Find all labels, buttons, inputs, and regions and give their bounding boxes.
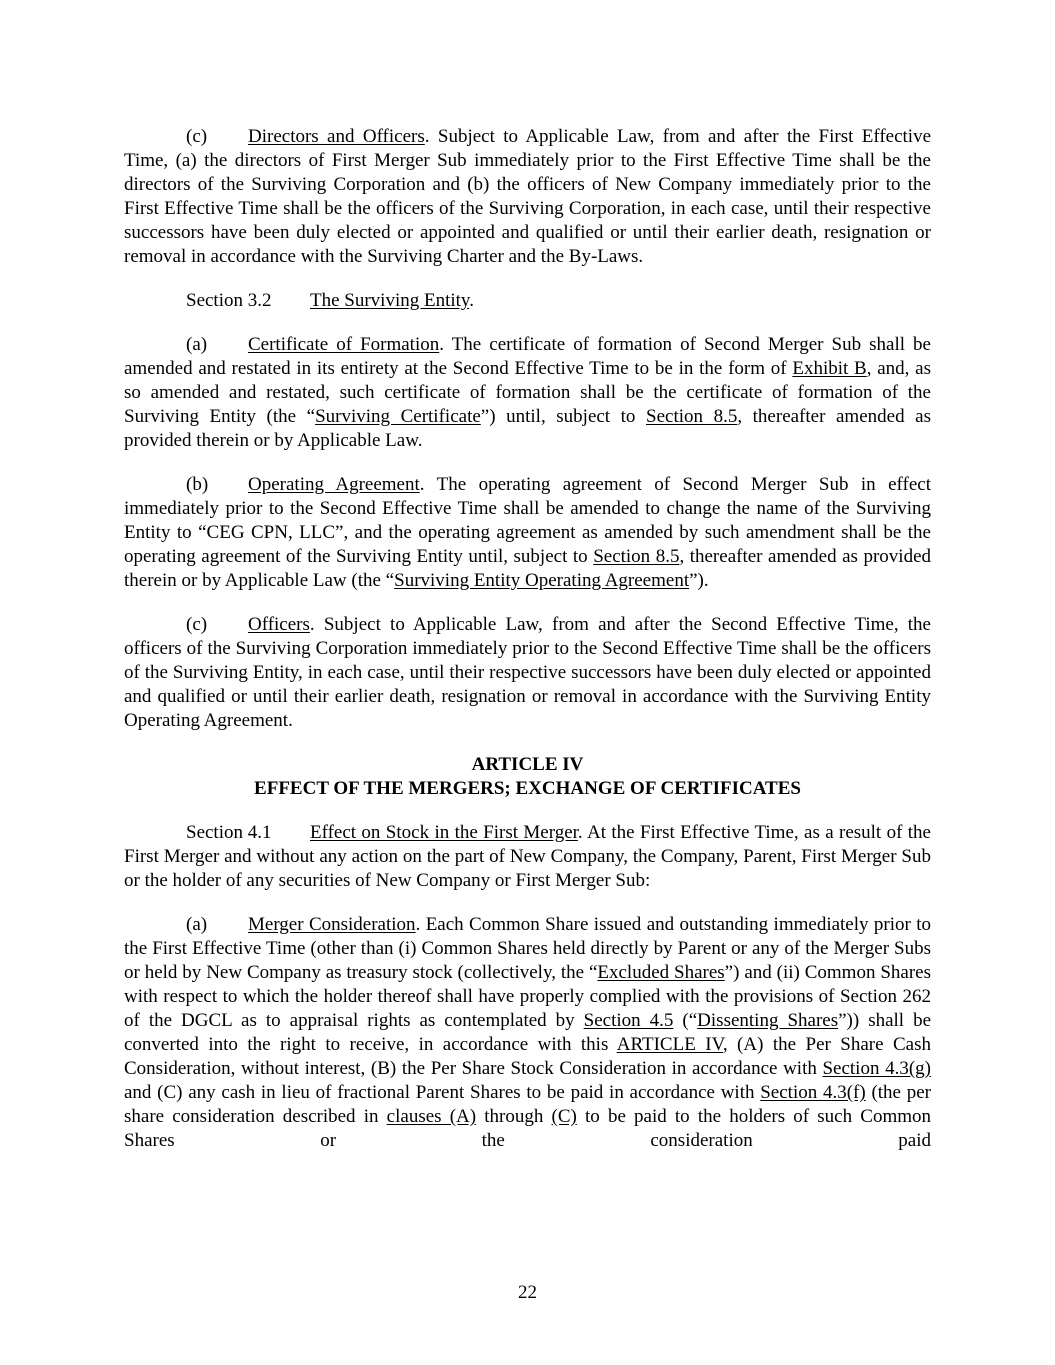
paragraph-certificate-of-formation (124, 333, 931, 453)
section-title: Effect on Stock in the First Merger (310, 822, 578, 843)
clause-text: to be paid to the holders of such Common Shares or the consideration paid (124, 1106, 932, 1151)
clause-text: , (A) the Per Share Cash Consideration, without interest, (B) the Per Share Stock Consideration in accordance with (124, 1034, 931, 1079)
clauses-a-reference[interactable]: clauses (A) (386, 1106, 477, 1127)
article-heading (124, 753, 931, 801)
clause-text: and (C) any cash in lieu of fractional Parent Shares to be paid in accordance with (124, 1082, 761, 1103)
clause-text: . The operating agreement of Second Merger Sub in effect immediately prior to the Second Effective Time shall be amended to change the name of the Surviving Entity to “CEG CPN, LLC”, and the operating agreement as amended by such amendment shall be the operating agreement of the Surviving Entity until, subject to (124, 474, 931, 567)
defined-term: Excluded Shares (597, 962, 725, 983)
clause-text: . Subject to Applicable Law, from and after the First Effective Time, (a) the directors of First Merger Sub immediately prior to the First Effective Time shall be the directors of the Surviving Corporation and (b) the officers of New Company immediately prior to the First Effective Time shall be the officers of the Surviving Corporation, in each case, until their respective successors have been duly elected or appointed and qualified or until their earlier death, resignation or removal in accordance with the Surviving Charter and the By-Laws. (124, 126, 931, 267)
page-number: 22 (518, 1282, 537, 1303)
paragraph-operating-agreement (124, 473, 931, 593)
clause-label: (a) (186, 914, 208, 935)
paragraph-merger-consideration (124, 913, 931, 1153)
clause-text: (the per share consideration described in (124, 1082, 931, 1127)
article-title: EFFECT OF THE MERGERS; EXCHANGE OF CERTIFICATES (254, 778, 801, 799)
section-title: The Surviving Entity (310, 290, 470, 311)
clause-heading: Certificate of Formation (248, 334, 440, 355)
clause-text: ”)) shall be converted into the right to receive, in accordance with this (124, 1010, 932, 1055)
section-8-5-reference[interactable]: Section 8.5 (593, 546, 680, 567)
clause-text: . The certificate of formation of Second Merger Sub shall be amended and restated in its entirety at the Second Effective Time to be in the form of (124, 334, 931, 379)
section-number: Section 4.1 (186, 822, 272, 843)
clause-text: ”) and (ii) Common Shares with respect to which the holder thereof shall have properly complied with the provisions of Section 262 of the DGCL as to appraisal rights as contemplated by (124, 962, 931, 1031)
clause-text: . Subject to Applicable Law, from and after the Second Effective Time, the officers of the Surviving Corporation immediately prior to the Second Effective Time shall be the officers of the Surviving Entity, in each case, until their respective successors have been duly elected or appointed and qualified or until their earlier death, resignation or removal in accordance with the Surviving Entity Operating Agreement. (124, 614, 931, 731)
section-3-2-heading (124, 289, 931, 313)
clause-text: through (476, 1106, 552, 1127)
paragraph-officers (124, 613, 931, 733)
section-8-5-reference[interactable]: Section 8.5 (646, 406, 738, 427)
defined-term: Surviving Certificate (315, 406, 481, 427)
clause-text: . Each Common Share issued and outstanding immediately prior to the First Effective Time (other than (i) Common Shares held directly by Parent or any of the Merger Subs or held by New Company as treasury stock (collectively, the “ (124, 914, 932, 983)
section-4-3-f-reference[interactable]: Section 4.3(f) (760, 1082, 866, 1103)
exhibit-b-reference[interactable]: Exhibit B (792, 358, 867, 379)
defined-term: Dissenting Shares (697, 1010, 839, 1031)
section-4-3-g-reference[interactable]: Section 4.3(g) (822, 1058, 931, 1079)
clause-text: (“ (673, 1010, 698, 1031)
clause-label: (a) (186, 334, 208, 355)
defined-term: Surviving Entity Operating Agreement (394, 570, 690, 591)
clause-label: (c) (186, 614, 208, 635)
section-4-5-reference[interactable]: Section 4.5 (583, 1010, 674, 1031)
clause-text: , thereafter amended as provided therein or by Applicable Law. (124, 406, 931, 451)
clause-c-reference[interactable]: (C) (551, 1106, 577, 1127)
section-text: . At the First Effective Time, as a result of the First Merger and without any action on the part of New Company, the Company, Parent, First Merger Sub or the holder of any securities of New Company or First Merger Sub: (124, 822, 931, 891)
clause-heading: Merger Consideration (248, 914, 416, 935)
article-iv-reference[interactable]: ARTICLE IV (616, 1034, 723, 1055)
clause-heading: Operating Agreement (248, 474, 420, 495)
clause-text: , thereafter amended as provided therein or by Applicable Law (the “ (124, 546, 932, 591)
section-4-1 (124, 821, 931, 893)
paragraph-directors-and-officers (124, 125, 931, 269)
clause-text: ”). (689, 570, 709, 591)
clause-label: (b) (186, 474, 209, 495)
section-title-period: . (469, 290, 474, 311)
clause-heading: Officers (248, 614, 310, 635)
article-number: ARTICLE IV (471, 754, 584, 775)
document-page (124, 125, 931, 1173)
clause-label: (c) (186, 126, 208, 147)
clause-text: ”) until, subject to (480, 406, 647, 427)
clause-heading: Directors and Officers (248, 126, 425, 147)
clause-text: , and, as so amended and restated, such certificate of formation shall be the certificate of formation of the Surviving Entity (the “ (124, 358, 932, 427)
section-number: Section 3.2 (186, 290, 272, 311)
